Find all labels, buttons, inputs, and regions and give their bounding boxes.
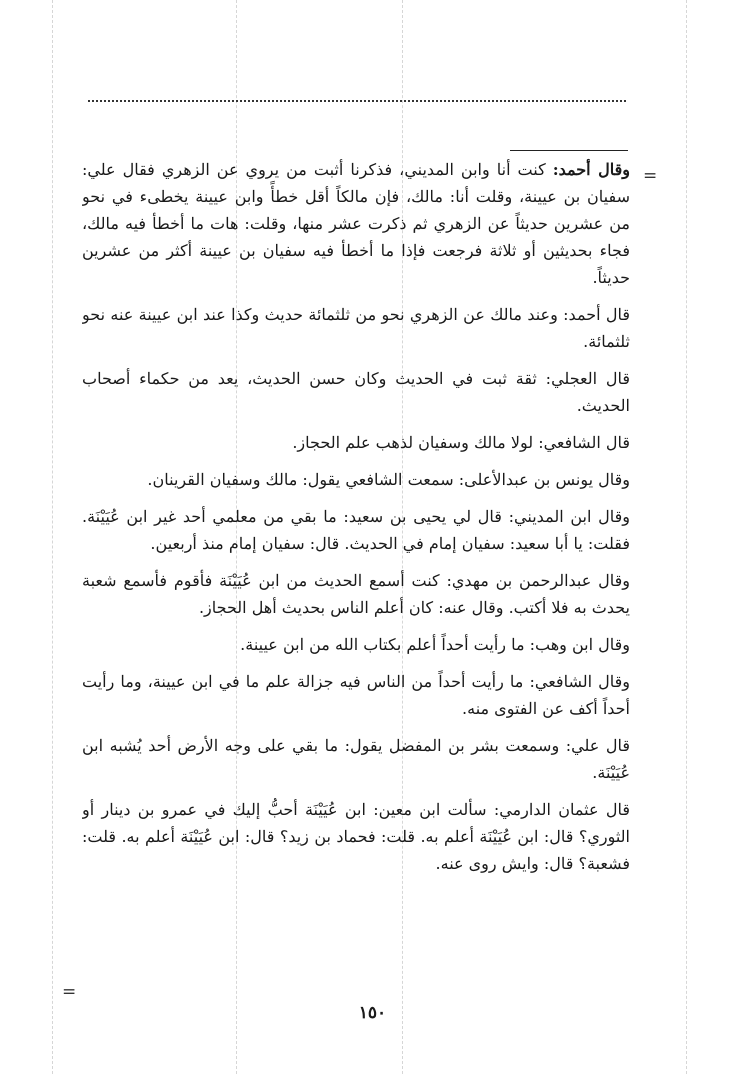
paragraph: [82, 503, 630, 557]
paragraph: [82, 466, 630, 493]
paragraph-text: سمعت الشافعي يقول: مالك وسفيان القرينان.: [147, 470, 454, 489]
paragraph-text: وعند مالك عن الزهري نحو من ثلثمائة حديث وكذا عند ابن عيينة عنه نحو ثلثمائة.: [82, 305, 630, 351]
paragraph-text: سألت ابن معين: ابن عُيَيْنَة أحبُّ إليك في عمرو بن دينار أو الثوري؟ قال: ابن عُيَيْنَة أعلم به. قلت: فحماد بن زيد؟ قال: ابن عُيَيْنَة أعلم به. قلت: فشعبة؟ قال: وايش روى عنه.: [82, 800, 630, 873]
scan-guide-line: [52, 0, 53, 1074]
scan-guide-line: [686, 0, 687, 1074]
page-number: ١٥٠: [358, 1003, 387, 1023]
margin-mark-top: =: [643, 166, 658, 186]
speaker: وقال عبدالرحمن بن مهدي:: [446, 571, 630, 590]
paragraph-text: ما رأيت أحداً من الناس فيه جزالة علم ما في ابن عيينة، وما رأيت أحداً أكف عن الفتوى منه.: [82, 672, 630, 718]
speaker: وقال ابن المديني:: [508, 507, 630, 526]
speaker: قال العجلي:: [545, 369, 630, 388]
top-dotted-rule: [88, 100, 626, 102]
paragraph: [82, 429, 630, 456]
paragraph-text: وسمعت بشر بن المفضل يقول: ما بقي على وجه الأرض أحد يُشبه ابن عُيَيْنَة.: [82, 736, 630, 782]
page-body: [82, 156, 630, 976]
speaker: وقال يونس بن عبدالأعلى:: [458, 470, 630, 489]
speaker: وقال الشافعي:: [529, 672, 630, 691]
speaker: قال الشافعي:: [538, 433, 630, 452]
margin-mark-bottom: =: [62, 982, 77, 1002]
speaker: قال علي:: [565, 736, 630, 755]
paragraph: [82, 156, 630, 291]
speaker: قال عثمان الدارمي:: [493, 800, 630, 819]
paragraph-text: قال لي يحيى بن سعيد: ما بقي من معلمي أحد غير ابن عُيَيْنَة. فقلت: يا أبا سعيد: سفيان إمام في الحديث. قال: سفيان إمام منذ أربعين.: [82, 507, 630, 553]
speaker: وقال ابن وهب:: [529, 635, 630, 654]
speaker: وقال أحمد:: [552, 160, 630, 179]
paragraph-text: ثقة ثبت في الحديث وكان حسن الحديث، يعد من حكماء أصحاب الحديث.: [82, 369, 630, 415]
paragraph: [82, 668, 630, 722]
paragraph: [82, 365, 630, 419]
speaker: قال أحمد:: [563, 305, 630, 324]
footnote-separator-rule: [510, 150, 628, 151]
paragraph-text: كنت أسمع الحديث من ابن عُيَيْنَة فأقوم فأسمع شعبة يحدث به فلا أكتب. وقال عنه: كان أعلم الناس بحديث أهل الحجاز.: [82, 571, 630, 617]
paragraph: [82, 301, 630, 355]
paragraph: [82, 732, 630, 786]
paragraph: [82, 631, 630, 658]
paragraph-text: لولا مالك وسفيان لذهب علم الحجاز.: [292, 433, 534, 452]
paragraph-text: كنت أنا وابن المديني، فذكرنا أثبت من يروي عن الزهري فقال علي: سفيان بن عيينة، وقلت أنا: مالك، فإن مالكاً أقل خطأً وابن عيينة يخطىء في نحو من عشرين حديثاً عن الزهري ثم ذكرت عشر منها، وقلت: هات ما أخطأ فيه مالك، فجاء بحديثين أو ثلاثة فرجعت فإذا ما أخطأ فيه سفيان بن عيينة أكثر من عشرين حديثاً.: [82, 160, 630, 287]
paragraph-text: ما رأيت أحداً أعلم بكتاب الله من ابن عيينة.: [240, 635, 525, 654]
paragraph: [82, 796, 630, 877]
paragraph: [82, 567, 630, 621]
